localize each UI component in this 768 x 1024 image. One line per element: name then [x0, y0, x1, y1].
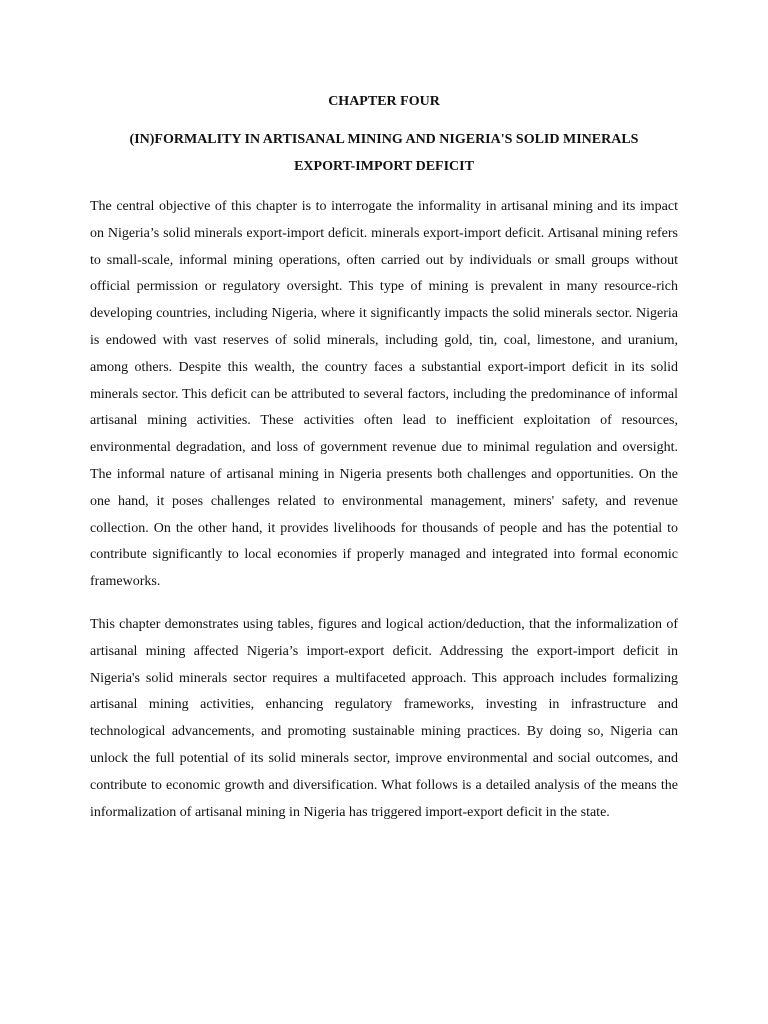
chapter-title	[90, 126, 678, 180]
chapter-label: CHAPTER FOUR	[328, 94, 440, 109]
chapter-title-line: EXPORT-IMPORT DEFICIT	[294, 159, 474, 174]
body-paragraph: This chapter demonstrates using tables, figures and logical action/deduction, that the informalization of artisanal mining affected Nigeria’s import-export deficit. Addressing the export-import deficit in Nigeria's solid minerals sector requires a multifaceted approach. This approach includes formalizing artisanal mining activities, enhancing regulatory frameworks, investing in infrastructure and technological advancements, and promoting sustainable mining practices. By doing so, Nigeria can unlock the full potential of its solid minerals sector, improve environmental and social outcomes, and contribute to economic growth and diversification. What follows is a detailed analysis of the means the informalization of artisanal mining in Nigeria has triggered import-export deficit in the state.	[90, 616, 678, 820]
chapter-title-line: (IN)FORMALITY IN ARTISANAL MINING AND NIGERIA'S SOLID MINERALS	[129, 132, 639, 147]
body-paragraph: The central objective of this chapter is to interrogate the informality in artisanal mining and its impact on Nigeria’s solid minerals export-import deficit. minerals export-import deficit. Artisanal mining refers to small-scale, informal mining operations, often carried out by individuals or small groups without official permission or regulatory oversight. This type of mining is prevalent in many resource-rich developing countries, including Nigeria, where it significantly impacts the solid minerals sector. Nigeria is endowed with vast reserves of solid minerals, including gold, tin, coal, limestone, and uranium, among others. Despite this wealth, the country faces a substantial export-import deficit in its solid minerals sector. This deficit can be attributed to several factors, including the predominance of informal artisanal mining activities. These activities often lead to inefficient exploitation of resources, environmental degradation, and loss of government revenue due to minimal regulation and oversight. The informal nature of artisanal mining in Nigeria presents both challenges and opportunities. On the one hand, it poses challenges related to environmental management, miners' safety, and revenue collection. On the other hand, it provides livelihoods for thousands of people and has the potential to contribute significantly to local economies if properly managed and integrated into formal economic frameworks.	[90, 199, 678, 590]
